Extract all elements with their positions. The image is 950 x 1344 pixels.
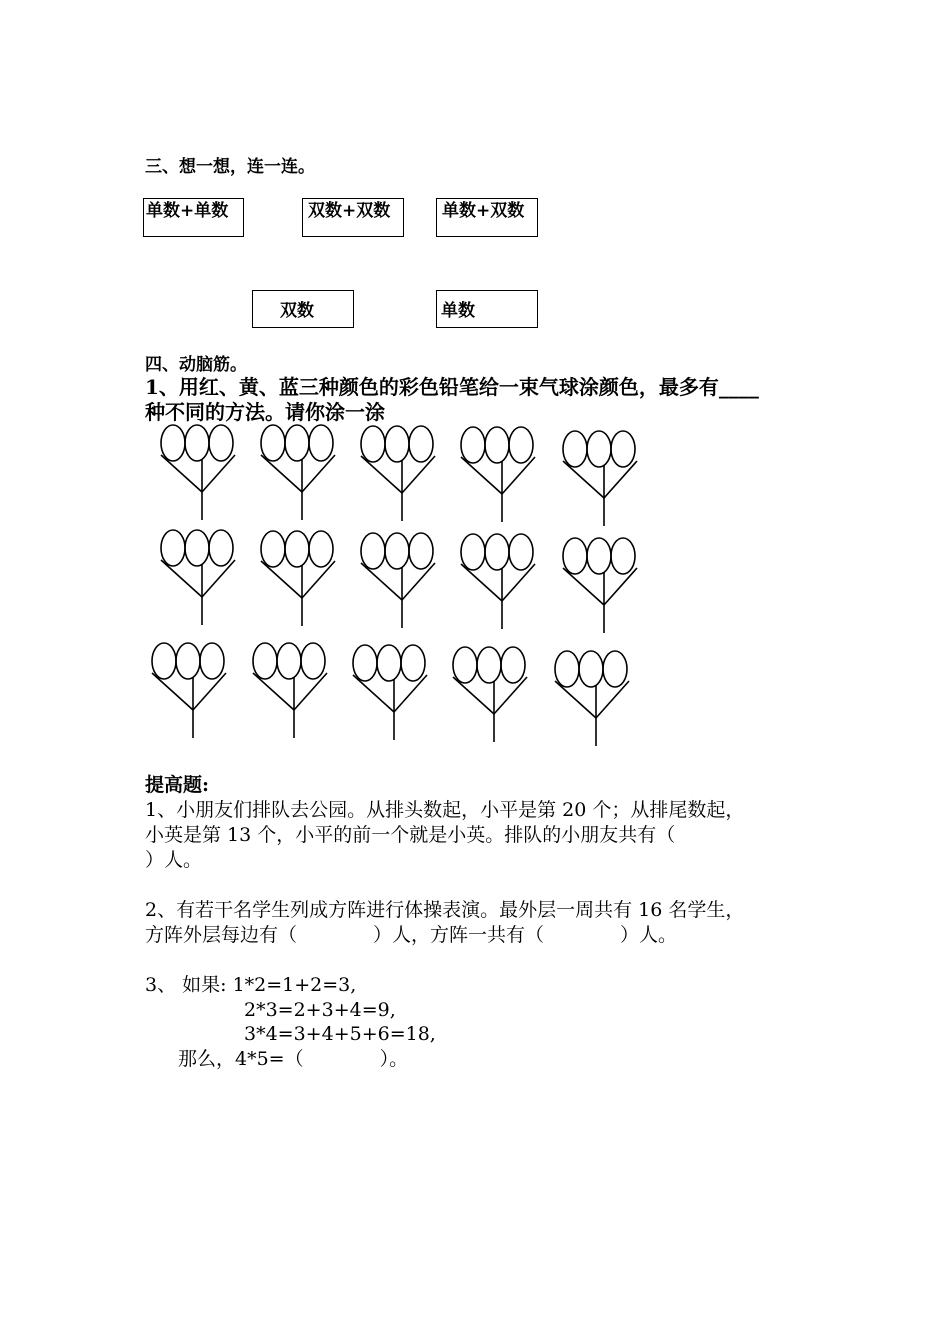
advanced-q3-line2: 2*3=2+3+4=9,: [244, 999, 396, 1021]
advanced-q2-line2: 方阵外层每边有（ ）人，方阵一共有（ ）人。: [145, 924, 678, 946]
balloon-bunch-9[interactable]: [458, 531, 538, 631]
balloon-bunch-5[interactable]: [560, 428, 640, 528]
balloon-bunch-8[interactable]: [358, 530, 438, 630]
balloon-bunch-10[interactable]: [560, 535, 640, 635]
advanced-q1-line1: 1、小朋友们排队去公园。从排头数起，小平是第 20 个；从排尾数起，: [145, 799, 745, 821]
section4-q1-line1: 1、用红、黄、蓝三种颜色的彩色铅笔给一束气球涂颜色，最多有____: [145, 375, 759, 399]
balloon-bunch-4[interactable]: [458, 424, 538, 524]
bottom-box-2-label: 单数: [441, 301, 475, 321]
bottom-box-1[interactable]: [252, 290, 354, 328]
balloon-bunch-2[interactable]: [258, 422, 338, 522]
advanced-q1-line2: 小英是第 13 个，小平的前一个就是小英。排队的小朋友共有（: [145, 824, 676, 846]
advanced-q3-line3: 3*4=3+4+5+6=18,: [244, 1023, 436, 1045]
balloon-bunch-3[interactable]: [358, 423, 438, 523]
bottom-box-2[interactable]: [436, 290, 538, 328]
balloon-bunch-14[interactable]: [450, 644, 530, 744]
top-box-3[interactable]: [436, 198, 538, 237]
top-box-1[interactable]: [143, 198, 244, 237]
top-box-2-label: 双数+双数: [308, 201, 391, 221]
balloon-bunch-13[interactable]: [350, 642, 430, 742]
balloon-bunch-11[interactable]: [149, 640, 229, 740]
balloon-bunch-15[interactable]: [552, 648, 632, 748]
balloon-bunch-6[interactable]: [158, 527, 238, 627]
section3-title: 三、想一想，连一连。: [145, 157, 315, 177]
top-box-3-label: 单数+双数: [442, 201, 525, 221]
advanced-q2-line1: 2、有若干名学生列成方阵进行体操表演。最外层一周共有 16 名学生，: [145, 899, 745, 921]
balloon-bunch-12[interactable]: [250, 640, 330, 740]
bottom-box-1-label: 双数: [280, 301, 314, 321]
section4-q1-line2: 种不同的方法。请你涂一涂: [145, 400, 385, 424]
balloon-bunch-7[interactable]: [258, 528, 338, 628]
advanced-q3-line1: 3、 如果: 1*2=1+2=3,: [145, 974, 357, 996]
balloon-bunch-1[interactable]: [158, 422, 238, 522]
advanced-title: 提高题:: [145, 774, 210, 796]
advanced-q1-line3: ）人。: [145, 849, 203, 871]
top-box-1-label: 单数+单数: [146, 201, 229, 221]
top-box-2[interactable]: [302, 198, 404, 237]
section4-title: 四、动脑筋。: [145, 355, 247, 375]
advanced-q3-line4: 那么，4*5=（ ）。: [178, 1048, 409, 1070]
